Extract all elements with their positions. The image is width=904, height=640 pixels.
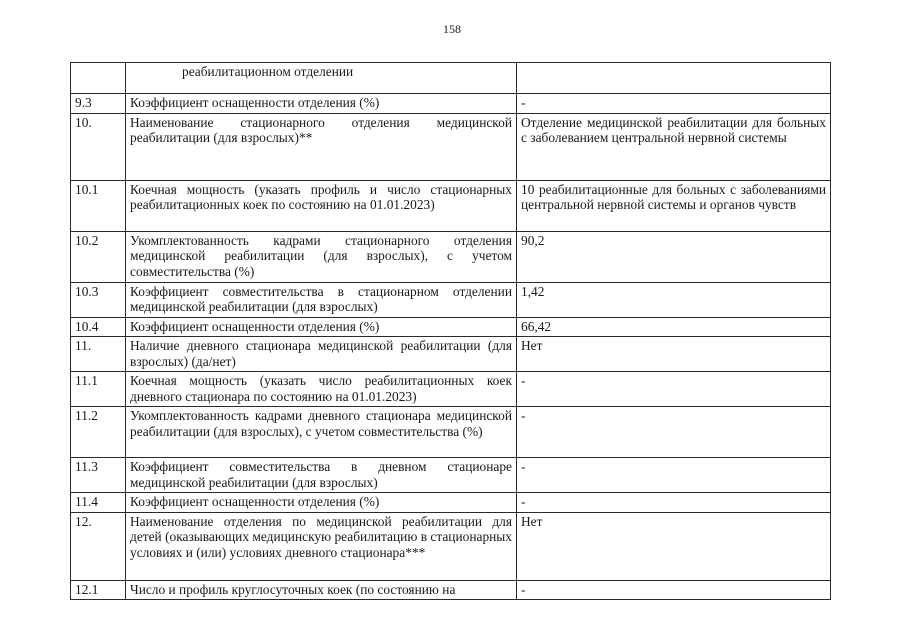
row-name: Коэффициент оснащенности отделения (%) (126, 493, 517, 513)
row-number: 9.3 (71, 94, 126, 114)
table-row (71, 180, 831, 231)
page-number: 158 (443, 22, 461, 36)
table-row (71, 282, 831, 317)
row-name: Коэффициент совместительства в дневном стационаре медицинской реабилитации (для взрослых) (126, 458, 517, 493)
row-name: Наименование отделения по медицинской реабилитации для детей (оказывающих медицинскую реабилитацию в стационарных условиях и (или) условиях дневного стационара*** (126, 512, 517, 580)
table-row (71, 63, 831, 94)
row-value: 10 реабилитационные для больных с заболеваниями центральной нервной системы и органов чувств (517, 180, 831, 231)
row-value: - (517, 407, 831, 458)
row-value: 90,2 (517, 231, 831, 282)
table-row (71, 113, 831, 180)
row-name: реабилитационном отделении (126, 63, 517, 94)
row-number: 11.3 (71, 458, 126, 493)
row-number: 11. (71, 337, 126, 372)
row-name: Укомплектованность кадрами дневного стационара медицинской реабилитации (для взрослых), с учетом совместительства (%) (126, 407, 517, 458)
table-row (71, 372, 831, 407)
table-row (71, 94, 831, 114)
row-name: Коэффициент оснащенности отделения (%) (126, 317, 517, 337)
row-number: 10.4 (71, 317, 126, 337)
table-row (71, 317, 831, 337)
row-name: Наличие дневного стационара медицинской реабилитации (для взрослых) (да/нет) (126, 337, 517, 372)
row-name: Число и профиль круглосуточных коек (по состоянию на (126, 580, 517, 600)
table-row (71, 337, 831, 372)
table-row (71, 231, 831, 282)
row-value: Нет (517, 337, 831, 372)
row-number: 10.3 (71, 282, 126, 317)
row-name: Укомплектованность кадрами стационарного отделения медицинской реабилитации (для взрослых), с учетом совместительства (%) (126, 231, 517, 282)
row-number: 10.1 (71, 180, 126, 231)
table-row (71, 458, 831, 493)
row-name: Коечная мощность (указать число реабилитационных коек дневного стационара по состоянию на 01.01.2023) (126, 372, 517, 407)
row-value: - (517, 458, 831, 493)
row-name: Коэффициент оснащенности отделения (%) (126, 94, 517, 114)
row-value: 1,42 (517, 282, 831, 317)
row-value (517, 63, 831, 94)
table-row (71, 580, 831, 600)
row-value: - (517, 493, 831, 513)
row-number: 10.2 (71, 231, 126, 282)
row-value: - (517, 372, 831, 407)
row-number (71, 63, 126, 94)
row-number: 12.1 (71, 580, 126, 600)
row-name: Коечная мощность (указать профиль и число стационарных реабилитационных коек по состоянию на 01.01.2023) (126, 180, 517, 231)
table-row (71, 512, 831, 580)
row-number: 12. (71, 512, 126, 580)
row-value: Нет (517, 512, 831, 580)
row-value: Отделение медицинской реабилитации для больных с заболеванием центральной нервной системы (517, 113, 831, 180)
row-value: - (517, 94, 831, 114)
row-name: Наименование стационарного отделения медицинской реабилитации (для взрослых)** (126, 113, 517, 180)
row-name: Коэффициент совместительства в стационарном отделении медицинской реабилитации (для взрослых) (126, 282, 517, 317)
row-number: 10. (71, 113, 126, 180)
table-row (71, 493, 831, 513)
row-value: 66,42 (517, 317, 831, 337)
row-number: 11.4 (71, 493, 126, 513)
table-row (71, 407, 831, 458)
row-number: 11.2 (71, 407, 126, 458)
row-number: 11.1 (71, 372, 126, 407)
document-table (70, 62, 831, 600)
row-value: - (517, 580, 831, 600)
